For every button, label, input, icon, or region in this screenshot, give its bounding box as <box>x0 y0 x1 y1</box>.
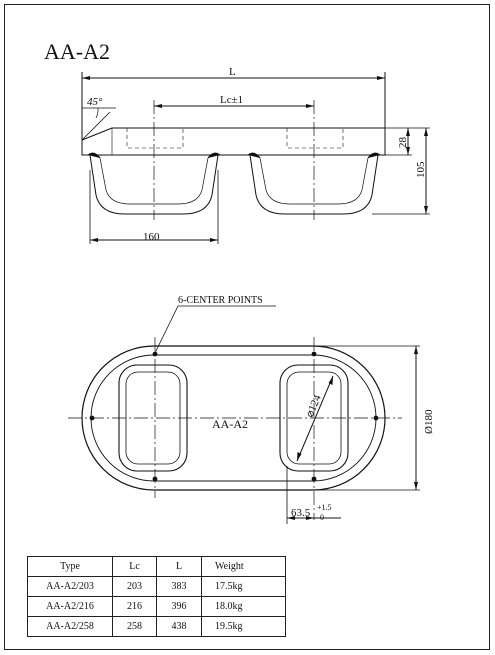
width-arrow-bottom <box>414 482 418 490</box>
pocket-diagonal-label: ⌀124 <box>303 393 324 420</box>
table-row <box>28 617 286 637</box>
pocket-arrow-left <box>90 238 98 242</box>
left-recess-hidden <box>127 128 183 148</box>
table-cell: 203 <box>113 577 157 597</box>
lc-arrow-left <box>154 104 162 108</box>
pocket-arrow-right <box>210 238 218 242</box>
table-header-lc: Lc <box>113 557 157 577</box>
total-height-label: 105 <box>415 161 427 178</box>
table-cell: 216 <box>113 597 157 617</box>
elevation-view <box>82 66 430 244</box>
flange-arrow-top <box>406 128 410 136</box>
lc-arrow-right <box>306 104 314 108</box>
overall-width-label: Ø180 <box>423 409 435 434</box>
drawing-title: AA-A2 <box>44 39 110 64</box>
table-header-l: L <box>157 557 202 577</box>
table-cell: 17.5kg <box>202 577 286 597</box>
angle-chamfer-line <box>82 112 110 140</box>
flange-height-label: 28 <box>397 137 409 148</box>
table-row <box>28 597 286 617</box>
angle-label: 45° <box>87 96 103 108</box>
right-recess-hidden <box>287 128 343 148</box>
page-border <box>5 5 490 650</box>
offset-tolerance-upper: +1.5 <box>317 503 332 512</box>
table-cell: AA-A2/216 <box>28 597 113 617</box>
flange-plate <box>82 128 385 155</box>
table-cell: 19.5kg <box>202 617 286 637</box>
offset-tolerance-lower: 0 <box>320 513 324 522</box>
center-point <box>312 477 317 482</box>
table-cell: AA-A2/203 <box>28 577 113 597</box>
plan-label: AA-A2 <box>212 417 248 431</box>
diagonal-arrow-bottom <box>297 452 302 461</box>
width-arrow-top <box>414 346 418 354</box>
center-point <box>374 416 379 421</box>
l-arrow-right <box>377 76 385 80</box>
l-arrow-left <box>82 76 90 80</box>
height-arrow-top <box>424 128 428 136</box>
center-point <box>90 416 95 421</box>
table-cell: 383 <box>157 577 202 597</box>
specification-table <box>27 556 286 637</box>
diagonal-arrow-top <box>329 376 334 385</box>
pocket-length-label: 160 <box>143 231 160 243</box>
table-cell: 438 <box>157 617 202 637</box>
center-point <box>312 352 317 357</box>
table-cell: 18.0kg <box>202 597 286 617</box>
table-row <box>28 577 286 597</box>
table-cell: 258 <box>113 617 157 637</box>
height-arrow-bottom <box>424 206 428 214</box>
center-point <box>153 477 158 482</box>
table-header-type: Type <box>28 557 113 577</box>
center-points-callout: 6-CENTER POINTS <box>178 295 263 306</box>
plan-view <box>68 295 435 524</box>
table-cell: 396 <box>157 597 202 617</box>
angle-arc <box>96 108 98 118</box>
table-header-row <box>28 557 286 577</box>
table-header-weight: Weight <box>202 557 286 577</box>
offset-value-label: 63.5 <box>291 507 311 519</box>
l-label: L <box>229 66 236 78</box>
table-cell: AA-A2/258 <box>28 617 113 637</box>
lc-label: Lc±1 <box>220 94 244 106</box>
